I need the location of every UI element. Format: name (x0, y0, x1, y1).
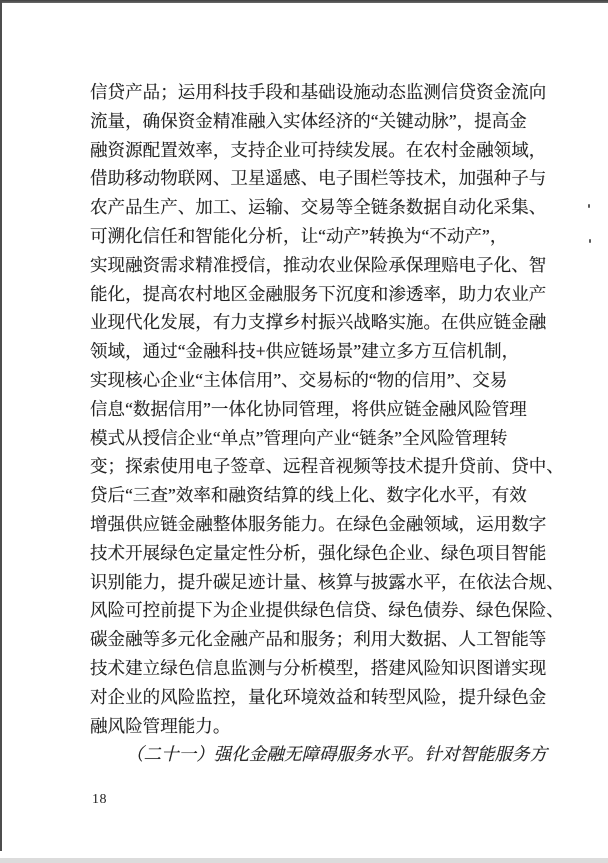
scan-bottom-band (0, 858, 608, 863)
body-line: 融资源配置效率，支持企业可持续发展。在农村金融领域， (90, 139, 547, 160)
body-line: 信贷产品；运用科技手段和基础设施动态监测信贷资金流向 (90, 82, 547, 102)
body-line: 贷后“三查”效率和融资结算的线上化、数字化水平，有效 (90, 485, 527, 506)
body-line: 流量，确保资金精准融入实体经济的“关键动脉”，提高金 (90, 110, 527, 131)
body-line: 实现融资需求精准授信，推动农业保险承保理赔电子化、智 (90, 254, 547, 275)
body-line: 模式从授信企业“单点”管理向产业“链条”全风险管理转 (90, 427, 508, 448)
page-number: 18 (92, 792, 107, 807)
body-line: 变；探索使用电子签章、远程音视频等技术提升贷前、贷中、 (90, 456, 564, 477)
body-line: 对企业的风险监控，量化环境效益和转型风险，提升绿色金 (90, 686, 547, 707)
body-line: 信息“数据信用”一体化协同管理，将供应链金融风险管理 (90, 398, 527, 419)
scan-speck (588, 204, 590, 208)
body-line: 融风险管理能力。 (90, 715, 231, 736)
body-line: 技术开展绿色定量定性分析，强化绿色企业、绿色项目智能 (90, 542, 547, 563)
section-heading-line: （二十一）强化金融无障碍服务水平。针对智能服务方 (126, 744, 548, 765)
scan-edge-top (0, 0, 608, 3)
body-line: 农产品生产、加工、运输、交易等全链条数据自动化采集、 (90, 197, 547, 218)
body-line: 增强供应链金融整体服务能力。在绿色金融领域，运用数字 (90, 513, 547, 534)
body-line: 可溯化信任和智能化分析，让“动产”转换为“不动产”， (90, 225, 508, 246)
body-line: 借助移动物联网、卫星遥感、电子围栏等技术，加强种子与 (90, 168, 547, 189)
body-line: 碳金融等多元化金融产品和服务；利用大数据、人工智能等 (90, 629, 547, 650)
scan-edge-left (0, 0, 2, 851)
body-line: 能化，提高农村地区金融服务下沉度和渗透率，助力农业产 (90, 283, 547, 304)
body-text-block (90, 78, 564, 769)
body-line: 实现核心企业“主体信用”、交易标的“物的信用”、交易 (90, 369, 508, 390)
body-line: 技术建立绿色信息监测与分析模型，搭建风险知识图谱实现 (90, 657, 547, 678)
body-line: 风险可控前提下为企业提供绿色信贷、绿色债券、绿色保险、 (90, 600, 564, 621)
body-line: 领域，通过“金融科技+供应链场景”建立多方互信机制， (90, 341, 520, 362)
body-line: 业现代化发展，有力支撑乡村振兴战略实施。在供应链金融 (90, 312, 547, 333)
scan-speck (589, 239, 591, 243)
body-line: 识别能力，提升碳足迹计量、核算与披露水平，在依法合规、 (90, 571, 564, 592)
